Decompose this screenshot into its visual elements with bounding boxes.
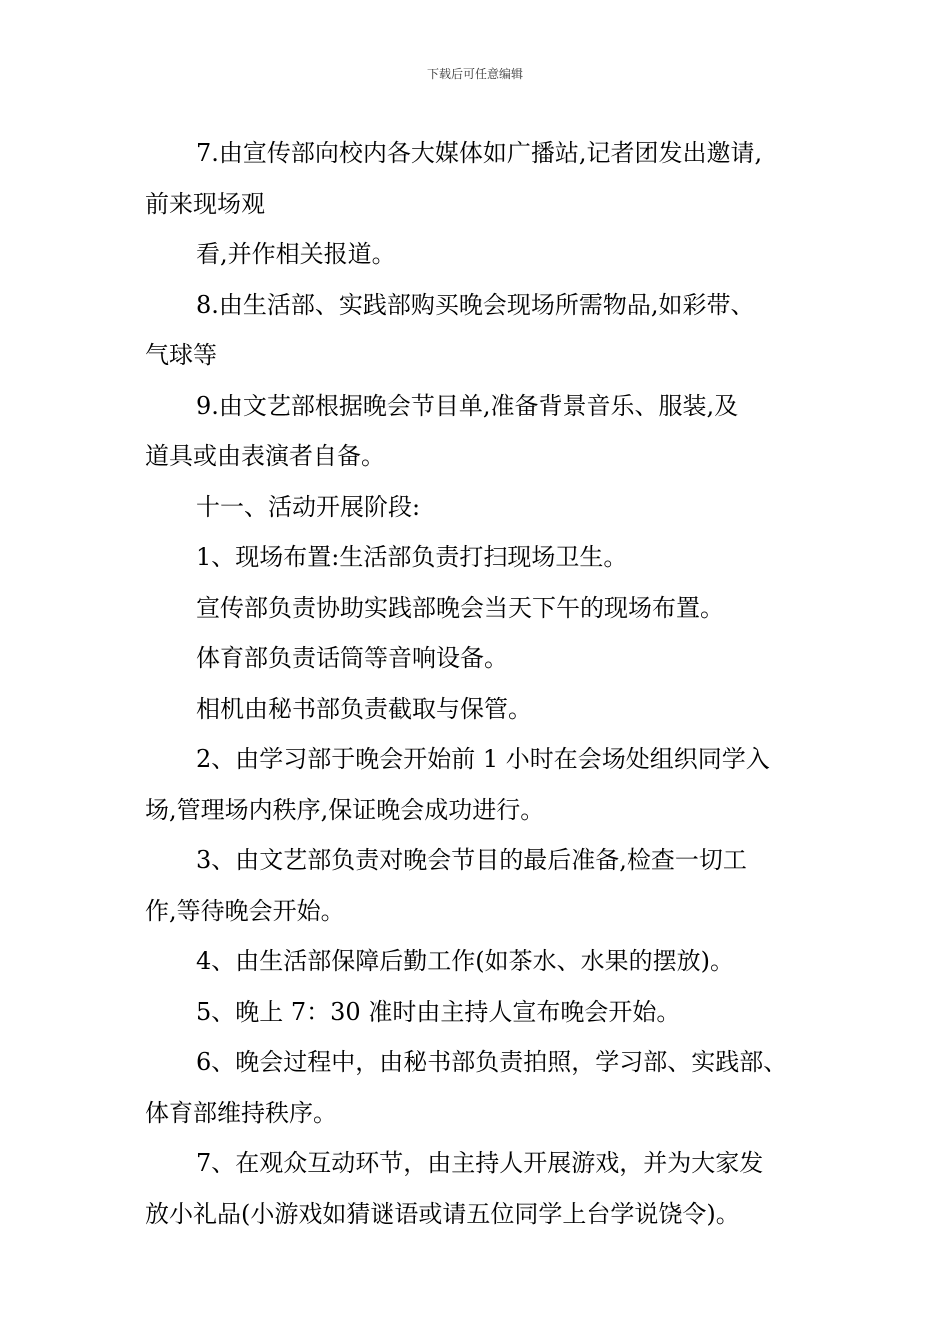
text-line: 体育部维持秩序。 [145, 1098, 337, 1127]
text-line: 前来现场观 [145, 189, 265, 218]
text-line: 放小礼品(小游戏如猜谜语或请五位同学上台学说饶令)。 [145, 1199, 740, 1228]
text-line: 道具或由表演者自备。 [145, 442, 385, 470]
text-line: 3、由文艺部负责对晚会节目的最后准备,检查一切工 [196, 846, 747, 874]
text-line: 看,并作相关报道。 [196, 240, 396, 268]
text-line: 作,等待晚会开始。 [145, 896, 345, 925]
text-line: 1、现场布置:生活部负责打扫现场卫生。 [196, 543, 628, 571]
text-line: 气球等 [145, 341, 217, 369]
text-line: 5、晚上 7：30 准时由主持人宣布晚会开始。 [196, 997, 681, 1026]
page-header: 下载后可任意编辑 [426, 67, 523, 81]
section-heading: 十一、活动开展阶段: [196, 492, 421, 521]
text-line: 相机由秘书部负责截取与保管。 [196, 694, 532, 723]
text-line: 4、由生活部保障后勤工作(如茶水、水果的摆放)。 [196, 947, 734, 975]
text-line: 7、在观众互动环节，由主持人开展游戏，并为大家发 [196, 1149, 764, 1177]
text-line: 场,管理场内秩序,保证晚会成功进行。 [145, 795, 545, 824]
text-line: 宣传部负责协助实践部晚会当天下午的现场布置。 [196, 593, 724, 622]
text-line: 7.由宣传部向校内各大媒体如广播站,记者团发出邀请, [196, 139, 763, 167]
text-line: 6、晚会过程中，由秘书部负责拍照，学习部、实践部、 [196, 1048, 788, 1076]
document-body [145, 128, 820, 1239]
text-line: 体育部负责话筒等音响设备。 [196, 644, 508, 672]
text-line: 2、由学习部于晚会开始前 1 小时在会场处组织同学入 [196, 745, 770, 773]
text-line: 8.由生活部、实践部购买晚会现场所需物品,如彩带、 [196, 290, 755, 319]
text-line: 9.由文艺部根据晚会节目单,准备背景音乐、服装,及 [196, 391, 739, 420]
